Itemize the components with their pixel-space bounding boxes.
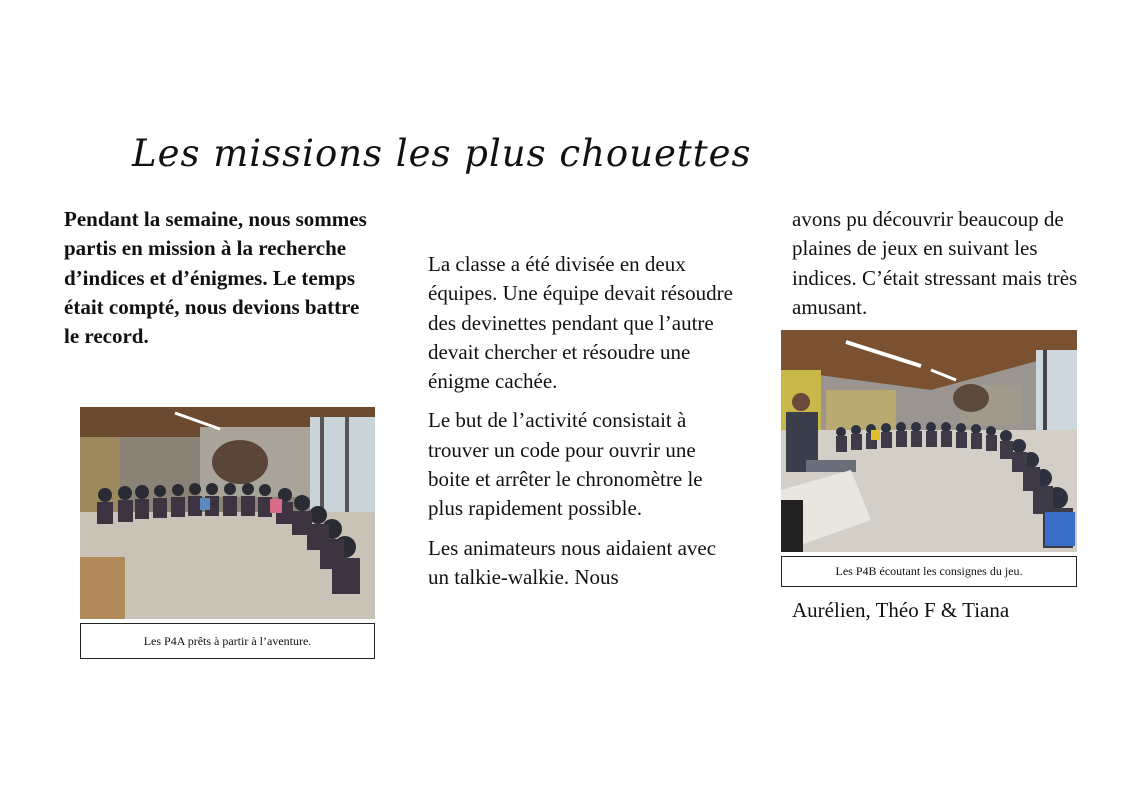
photo-p4a-caption: Les P4A prêts à partir à l’aventure. bbox=[80, 623, 375, 659]
middle-paragraph-1: La classe a été divisée en deux équipes. Une équipe devait résoudre des devinettes pendant que l’autre devait chercher et résoudre une énigme cachée. bbox=[428, 252, 733, 394]
authors: Aurélien, Théo F & Tiana bbox=[792, 598, 1010, 622]
right-column bbox=[792, 205, 1092, 332]
middle-paragraph-3: Les animateurs nous aidaient avec un talkie-walkie. Nous bbox=[428, 535, 717, 589]
middle-paragraph-2: Le but de l’activité consistait à trouver un code pour ouvrir une boite et arrêter le chronomètre le plus rapidement possible. bbox=[428, 408, 703, 521]
photo-p4a bbox=[80, 407, 375, 619]
photo-p4b-caption: Les P4B écoutant les consignes du jeu. bbox=[781, 556, 1077, 587]
photo-p4b bbox=[781, 330, 1077, 552]
page-title: Les missions les plus chouettes bbox=[132, 132, 752, 175]
intro-paragraph: Pendant la semaine, nous sommes partis en mission à la recherche d’indices et d’énigmes. Le temps était compté, nous devions battre le record. bbox=[64, 207, 367, 349]
middle-column bbox=[428, 250, 733, 602]
intro-column bbox=[64, 205, 374, 361]
right-paragraph: avons pu découvrir beaucoup de plaines de jeux en suivant les indices. C’était stressant mais très amusant. bbox=[792, 207, 1078, 319]
